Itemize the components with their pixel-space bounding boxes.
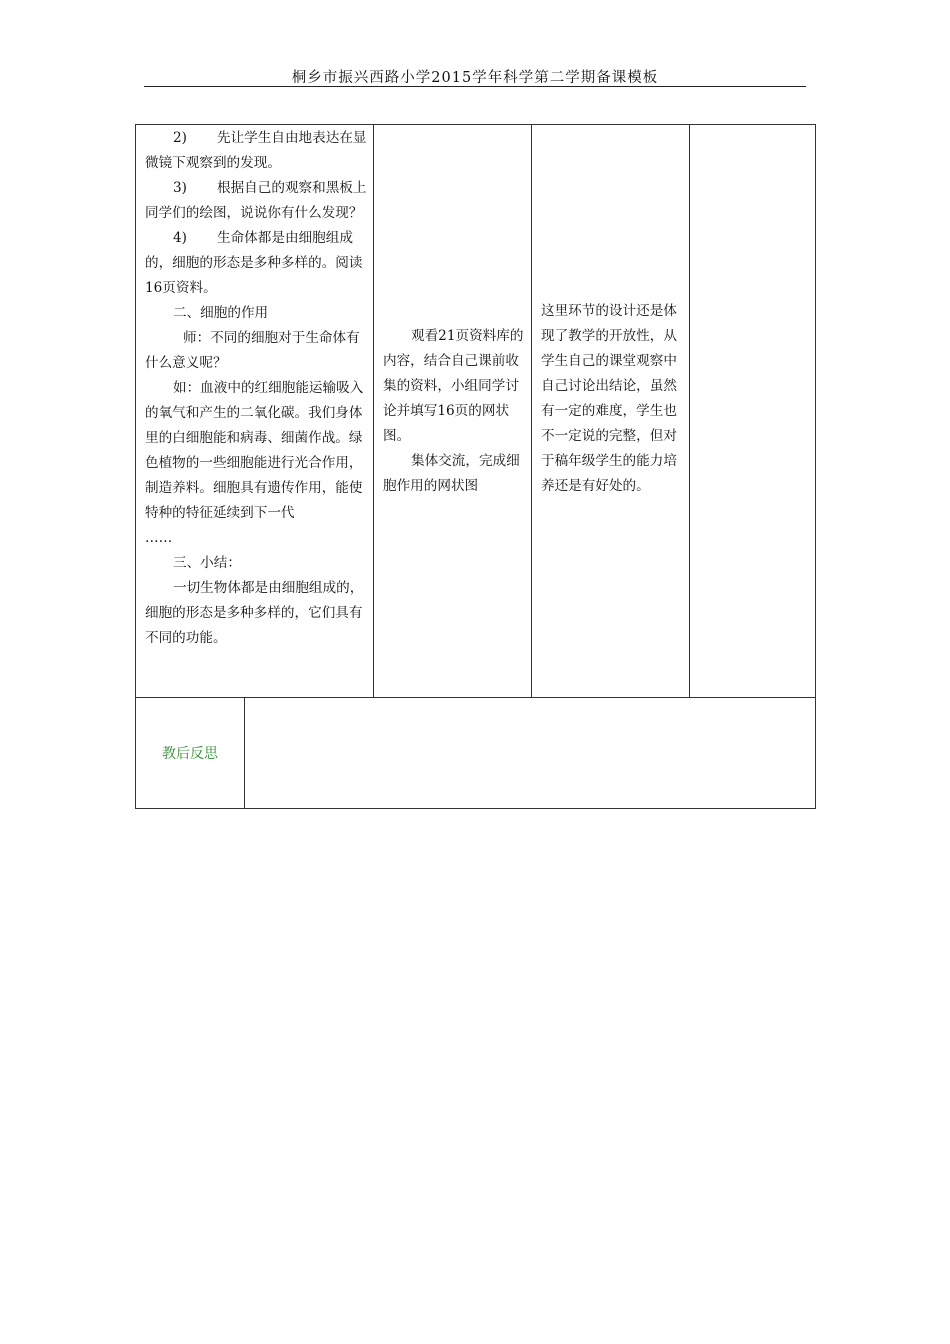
item-2: 2) 先让学生自由地表达在显微镜下观察到的发现。 xyxy=(145,130,367,171)
section-2-title: 二、细胞的作用 xyxy=(173,305,269,321)
design-note: 这里环节的设计还是体现了教学的开放性，从学生自己的课堂观察中自己讨论出结论，虽然有一定的难度，学生也不一定说的完整，但对于稿年级学生的能力培养还是有好处的。 xyxy=(541,303,677,494)
lesson-table xyxy=(135,124,816,698)
summary-text: 一切生物体都是由细胞组成的，细胞的形态是多种多样的，它们具有不同的功能。 xyxy=(145,580,364,646)
reflection-label: 教后反思 xyxy=(136,698,245,808)
activity-1: 观看21页资料库的内容，结合自己课前收集的资料，小组同学讨论并填写16页的网状图。 xyxy=(383,328,524,444)
reflection-table xyxy=(135,697,816,809)
teaching-process-cell xyxy=(136,125,374,697)
page-header-title: 桐乡市振兴西路小学2015学年科学第二学期备课模板 xyxy=(291,70,659,86)
item-3: 3) 根据自己的观察和黑板上同学们的绘图，说说你有什么发现？ xyxy=(145,180,367,221)
example-text: 如：血液中的红细胞能运输吸入的氧气和产生的二氧化碳。我们身体里的白细胞能和病毒、细菌作战。绿色植物的一些细胞能进行光合作用，制造养料。细胞具有遗传作用，能使特种的特征延续到下一代 xyxy=(145,380,364,521)
design-note-cell xyxy=(532,125,690,697)
teacher-question: 师：不同的细胞对于生命体有什么意义呢？ xyxy=(145,330,360,371)
ellipsis: …… xyxy=(145,530,173,546)
header-rule xyxy=(144,86,806,87)
section-3-title: 三、小结： xyxy=(173,555,241,571)
activity-2: 集体交流，完成细胞作用的网状图 xyxy=(383,453,520,494)
empty-cell xyxy=(690,125,815,697)
reflection-content xyxy=(254,708,804,798)
student-activity-cell xyxy=(374,125,532,697)
item-4: 4) 生命体都是由细胞组成的，细胞的形态是多种多样的。阅读16页资料。 xyxy=(145,230,363,296)
